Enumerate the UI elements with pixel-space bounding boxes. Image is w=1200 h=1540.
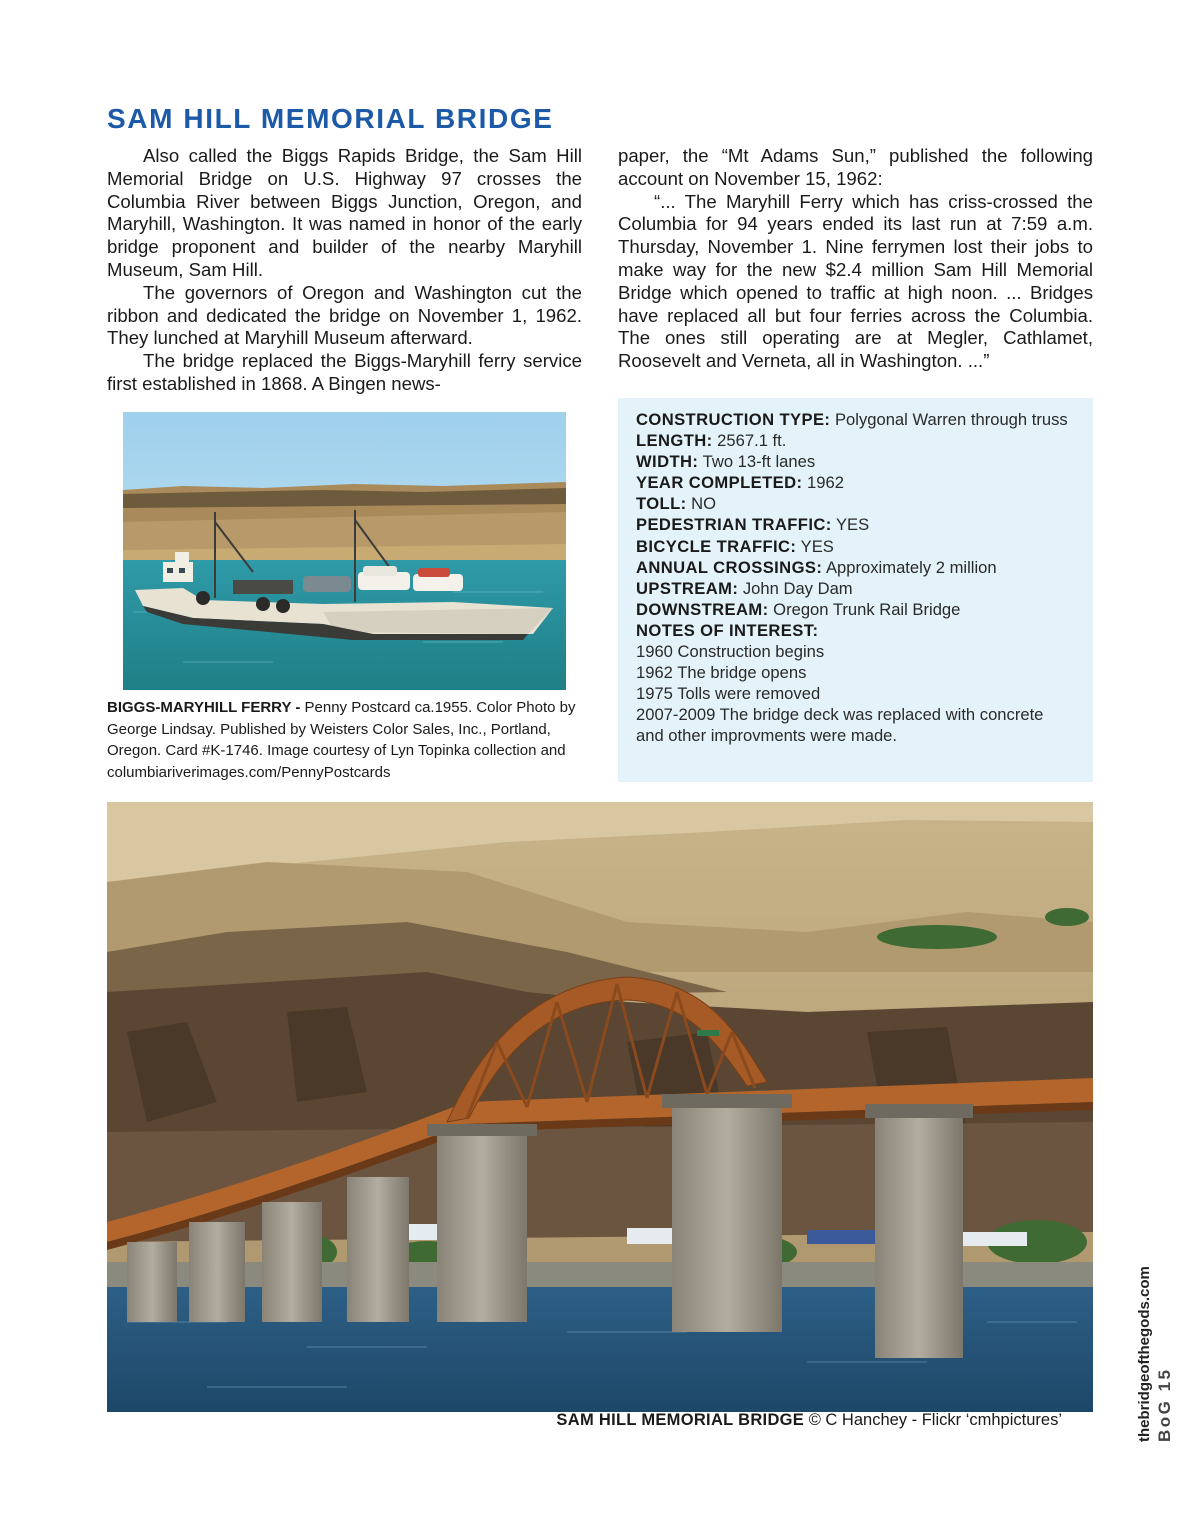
spec-note-item: 1962 The bridge opens — [636, 663, 807, 683]
article-column-right — [618, 145, 1093, 373]
bridge-photo-caption — [556, 1411, 1062, 1430]
bridge-caption-credit: © C Hanchey - Flickr ‘cmhpictures’ — [804, 1411, 1062, 1429]
spec-length: LENGTH: 2567.1 ft. — [636, 431, 787, 451]
spec-notes-heading: NOTES OF INTEREST: — [636, 620, 819, 640]
page-number: BoG 15 — [1155, 1367, 1174, 1442]
bridge-facts-box — [618, 398, 1093, 782]
ferry-caption-label: BIGGS-MARYHILL FERRY - — [107, 699, 301, 716]
spec-width: WIDTH: Two 13-ft lanes — [636, 452, 816, 472]
spec-note-item: 1975 Tolls were removed — [636, 684, 821, 704]
paragraph-ferry-history: The bridge replaced the Biggs-Maryhill ferry service first established in 1868. A Bingen news- — [107, 350, 582, 394]
paragraph-dedication: The governors of Oregon and Washington cut the ribbon and dedicated the bridge on November 1, 1962. They lunched at Maryhill Museum afterward. — [107, 281, 582, 349]
ferry-photo-caption — [107, 697, 587, 783]
bridge-photo — [107, 802, 1093, 1412]
article-title: SAM HILL MEMORIAL BRIDGE — [107, 103, 554, 134]
spec-note-item: 1960 Construction begins — [636, 642, 825, 662]
spec-construction-type: CONSTRUCTION TYPE: Polygonal Warren through truss — [636, 410, 1068, 429]
spec-upstream: UPSTREAM: John Day Dam — [636, 578, 853, 598]
spec-annual-crossings: ANNUAL CROSSINGS: Approximately 2 million — [636, 557, 997, 577]
spec-bicycle-traffic: BICYCLE TRAFFIC: YES — [636, 536, 834, 556]
page-footer — [1136, 1232, 1175, 1442]
paragraph-newspaper: paper, the “Mt Adams Sun,” published the following account on November 15, 1962: — [618, 145, 1093, 189]
ferry-photo — [123, 412, 566, 690]
paragraph-intro: Also called the Biggs Rapids Bridge, the Sam Hill Memorial Bridge on U.S. Highway 97 crosses the Columbia River between Biggs Junction, Oregon, and Maryhill, Washington. It was named in honor of the early bridge proponent and builder of the nearby Maryhill Museum, Sam Hill. — [107, 145, 582, 280]
spec-toll: TOLL: NO — [636, 494, 717, 514]
spec-year-completed: YEAR COMPLETED: 1962 — [636, 473, 844, 493]
website-label: thebridgeofthegods.com — [1136, 1266, 1153, 1442]
paragraph-quote: “... The Maryhill Ferry which has criss-crossed the Columbia for 94 years ended its last run at 7:59 a.m. Thursday, November 1. Nine ferrymen lost their jobs to make way for the new $2.4 million Sam Hill Memorial Bridge which opened to traffic at high noon. ... Bridges have replaced all but four ferries across the Columbia. The ones still operating are at Megler, Cathlamet, Roosevelt and Verneta, all in Washington. ...” — [618, 190, 1093, 372]
ferry-caption-text: Penny Postcard ca.1955. Color Photo by George Lindsay. Published by Weisters Color Sales, Inc., Portland, Oregon. Card #K-1746. Image courtesy of Lyn Topinka collection and columbiariverimages.com/PennyPostcards — [107, 699, 576, 781]
spec-pedestrian-traffic: PEDESTRIAN TRAFFIC: YES — [636, 515, 870, 535]
spec-downstream: DOWNSTREAM: Oregon Trunk Rail Bridge — [636, 599, 961, 619]
spec-note-item: 2007-2009 The bridge deck was replaced with concrete and other improvments were made. — [636, 705, 1044, 746]
bridge-caption-label: SAM HILL MEMORIAL BRIDGE — [556, 1411, 805, 1429]
article-column-left — [107, 145, 582, 396]
